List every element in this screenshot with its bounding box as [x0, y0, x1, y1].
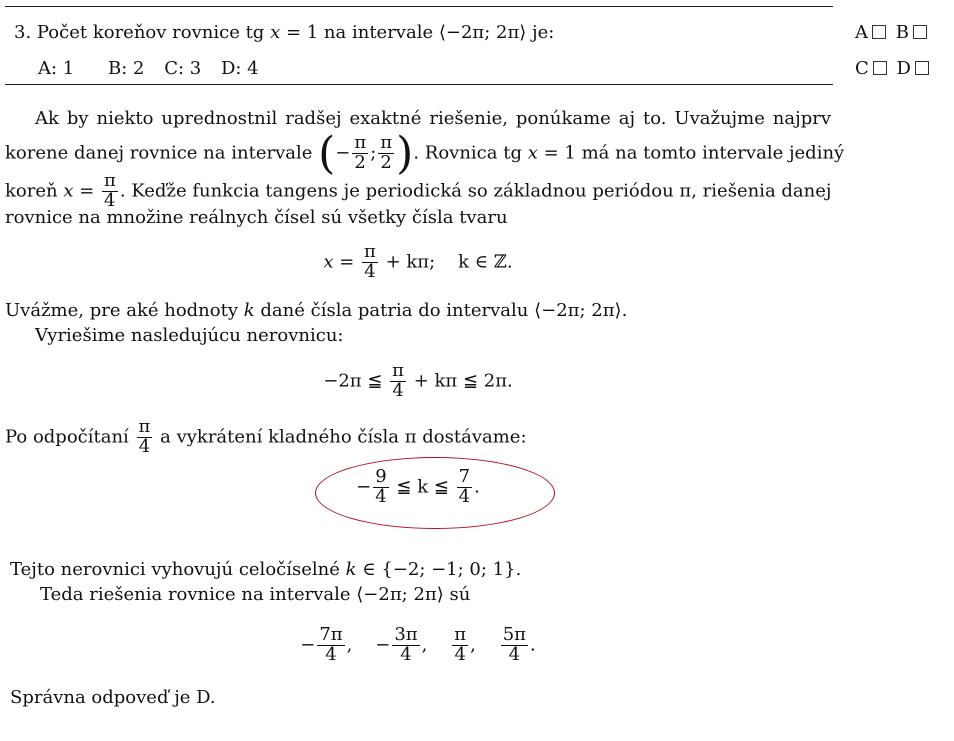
p4-line1-pre: Tejto nerovnici vyhovujú celočíselné: [10, 559, 340, 580]
eq3-end: .: [474, 476, 480, 498]
eq3-mid: ≦ k ≦: [390, 476, 455, 498]
eq4-minus1: −: [300, 634, 316, 656]
p1-line3-post: . Keďže funkcia tangens je periodická so základnou periódou π, riešenia danej: [119, 180, 832, 202]
answer-boxes-row2: [855, 58, 933, 79]
p3-post: a vykrátení kladného čísla π dostávame:: [160, 426, 527, 448]
eq1-plus: + kπ;: [379, 251, 436, 273]
p2-line1-post: dané čísla patria do intervalu ⟨−2π; 2π⟩.: [260, 300, 628, 321]
fraction-pi-4c: $\frac{\pi}{4}$: [392, 360, 404, 401]
p1-line3-var: x: [63, 180, 74, 202]
p2-line1: [5, 300, 627, 321]
box-label-c: C: [855, 58, 869, 79]
p1-line4: rovnice na množine reálnych čísel sú všetky čísla tvaru: [5, 207, 508, 228]
equation-2: [5, 362, 831, 401]
fraction-9-4: $\frac{9}{4}$: [375, 466, 387, 507]
answer-text: Správna odpoveď je D.: [10, 687, 216, 708]
fraction-pi-4e: $\frac{\pi}{4}$: [454, 624, 467, 665]
fraction-pi-4d: $\frac{\pi}{4}$: [138, 416, 151, 457]
question-bottom-rule: [5, 84, 833, 85]
top-rule: [5, 6, 833, 7]
p1-line2-var: x: [527, 142, 538, 164]
fraction-pi-4b: $\frac{\pi}{4}$: [364, 241, 376, 282]
p4-line1: [10, 559, 521, 580]
question-var: x: [270, 22, 281, 43]
fraction-7-4: $\frac{7}{4}$: [458, 466, 471, 507]
checkbox-c[interactable]: [873, 61, 887, 75]
fraction-pi-2b: $\frac{\pi}{2}$: [380, 132, 393, 173]
p4-line2: Teda riešenia rovnice na intervale ⟨−2π; 2π⟩ sú: [40, 584, 471, 605]
equation-4: − $\frac{7\pi}{4}$ , − $\frac{3\pi}{4}$ , $\frac{\pi}{4}$ , $\frac{5\pi}{4}$ .: [300, 624, 536, 665]
eq1-cond: k ∈ ℤ.: [458, 251, 513, 273]
p1-line3-eq: =: [73, 180, 95, 202]
question-text: [14, 22, 554, 43]
option-a: A: 1: [38, 58, 75, 79]
p1-line2-post: . Rovnica tg: [413, 142, 522, 164]
checkbox-d[interactable]: [915, 61, 929, 75]
checkbox-b[interactable]: [913, 25, 927, 39]
p3-pre: Po odpočítaní: [5, 426, 129, 448]
eq1-lhs: x: [323, 251, 334, 273]
eq2-rhs: + kπ ≦ 2π.: [407, 370, 513, 392]
fraction-pi-4a: $\frac{\pi}{4}$: [104, 170, 116, 211]
p1-line3: [5, 172, 831, 211]
box-label-a: A: [855, 22, 868, 43]
question-eq: = 1 na intervale ⟨−2π; 2π⟩ je:: [280, 22, 555, 43]
eq1-eq: =: [333, 251, 361, 273]
fraction-5pi-4: $\frac{5\pi}{4}$: [502, 624, 526, 665]
minus-sign: −: [335, 142, 351, 164]
equation-3: [5, 468, 831, 507]
option-d: D: 4: [220, 58, 259, 79]
fraction-3pi-4: $\frac{3\pi}{4}$: [394, 624, 418, 665]
p3-line: [5, 418, 527, 457]
box-label-d: D: [896, 58, 911, 79]
question-number: 3.: [14, 22, 32, 43]
p2-line1-k: k: [243, 300, 255, 321]
p2-line2: Vyriešime nasledujúcu nerovnicu:: [35, 325, 344, 346]
question-pre: Počet koreňov rovnice tg: [36, 22, 265, 43]
option-b: B: 2: [107, 58, 145, 79]
p1-line1: Ak by niekto uprednostnil radšej exaktné riešenie, ponúkame aj to. Uvažujme najprv: [35, 108, 831, 129]
fraction-7pi-4: $\frac{7\pi}{4}$: [319, 624, 343, 665]
eq3-minus: −: [356, 476, 372, 498]
option-c: C: 3: [164, 58, 202, 79]
p4-line1-post: ∈ {−2; −1; 0; 1}.: [362, 559, 522, 580]
eq2-lhs: −2π ≦: [323, 370, 389, 392]
p1-line3-pre: koreň: [5, 180, 58, 202]
paren-right: ): [396, 127, 414, 179]
p1-line2-end: = 1 má na tomto intervale jediný: [537, 142, 845, 164]
options-row: [38, 58, 259, 79]
answer-boxes-row1: [855, 22, 931, 43]
p2-line1-pre: Uvážme, pre aké hodnoty: [5, 300, 239, 321]
fraction-pi-2a: $\frac{\pi}{2}$: [354, 132, 367, 173]
p1-line2: korene danej rovnice na intervale (− $\frac{\pi}{2}$ ; $\frac{\pi}{2}$ ). Rovnica tg x = 1 má na tomto intervale jediný: [5, 127, 845, 179]
p4-line1-k: k: [345, 559, 357, 580]
box-label-b: B: [895, 22, 909, 43]
equation-1: [5, 243, 831, 282]
eq4-minus2: −: [375, 634, 391, 656]
paren-left: (: [318, 127, 336, 179]
checkbox-a[interactable]: [872, 25, 886, 39]
p1-line2-pre: korene danej rovnice na intervale: [5, 142, 313, 164]
